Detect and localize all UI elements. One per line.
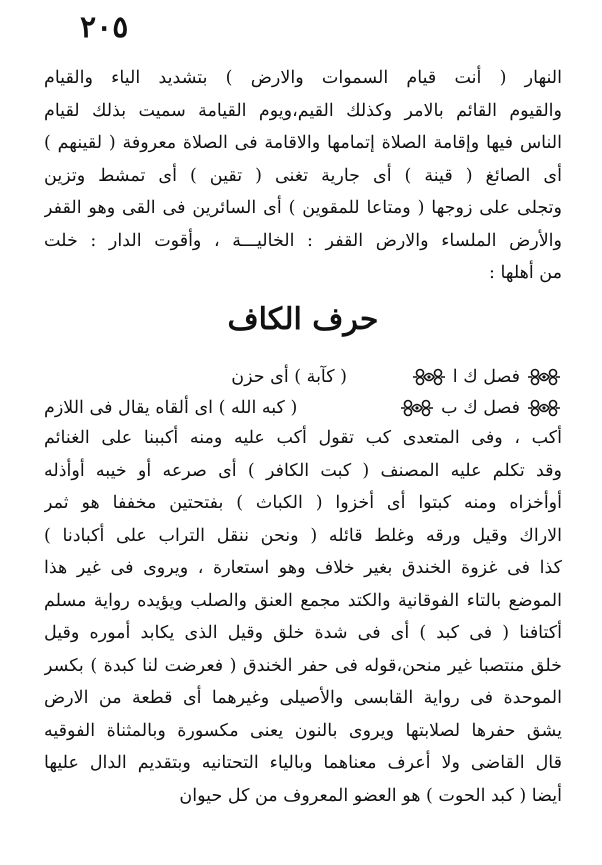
section-heading: حرف الكاف (227, 302, 379, 337)
floral-ornament-icon (526, 366, 562, 388)
fasl-gloss: ( كبه الله ) اى ألقاه يقال فى اللازم (44, 398, 298, 418)
page (44, 10, 562, 850)
text-line: يشق حفرها لصلابتها ويروى بالنون يعنى مكسورة وبالمثناة الفوقيه (44, 720, 562, 741)
text-line: الموضع بالتاء الفوقانية والكتد مجمع العنق والصلب ويؤيده رواية مسلم (44, 590, 562, 611)
page-number: ٢٠٥ (80, 10, 129, 45)
text-line: والأرض الملساء والارض القفر : الخاليـــة ، وأقوت الدار : خلت (44, 230, 562, 251)
text-line: من أهلها : (489, 263, 562, 283)
fasl-gloss: ( كآبة ) أى حزن (231, 367, 347, 387)
text-line: الناس فيها وإقامة الصلاة إتمامها والاقامة فى الصلاة معروفة ( لقينهم ) (44, 133, 562, 153)
text-line: كذا فى غزوة الخندق بغير خلاف وهو استعارة ، ويروى فى غير هذا (44, 558, 562, 578)
text-line: وقد تكلم عليه المصنف ( كبت الكافر ) أى صرعه أو خيبه أوأذله (44, 460, 562, 481)
body-text-block (44, 422, 562, 812)
text-line: قال القاضى ولا أعرف معناهما وبالياء التحتانيه وبتقديم الدال عليها (44, 753, 562, 773)
floral-ornament-icon (399, 397, 435, 419)
text-line: خلق منتصبا غير منحن،قوله فى حفر الخندق ( فعرضت لنا كبدة ) بكسر (44, 655, 562, 676)
text-line: الموحدة فى رواية القابسى والأصيلى وغيرهما أى قطعة من الارض (44, 688, 562, 708)
top-text-block (44, 62, 562, 290)
text-line: أكتافنا ( فى كبد ) أى فى شدة خلق وقيل الذى يكابد أموره وقيل (44, 623, 562, 643)
text-line: وتجلى على زوجها ( ومتاعا للمقوين ) أى السائرين فى القى وهو القفر (44, 198, 562, 218)
fasl-label: فصل ك ا (452, 367, 520, 387)
fasl-row (44, 362, 562, 392)
text-line: أوأخزاه ومنه كبتوا أى أخزوا ( الكباث ) بفتحتين مخففا هو ثمر (44, 493, 562, 513)
text-line: أكب ، وفى المتعدى كب تقول أكب عليه ومنه أكببنا على الغنائم (44, 428, 562, 448)
text-line: الاراك وقيل ورقه وغلط قائله ( ونحن ننقل التراب على أكبادنا ) (44, 525, 562, 546)
text-line: والقيوم القائم بالامر وكذلك القيم،ويوم القيامة سميت بذلك لقيام (44, 100, 562, 121)
floral-ornament-icon (526, 397, 562, 419)
floral-ornament-icon (411, 366, 447, 388)
fasl-row (44, 393, 562, 423)
text-line: أيضا ( كبد الحوت ) هو العضو المعروف من كل حيوان (179, 785, 562, 806)
text-line: أى الصائغ ( قينة ) أى جارية تغنى ( تقين ) أى تمشط وتزين (44, 165, 562, 186)
text-line: النهار ( أنت قيام السموات والارض ) بتشديد الياء والقيام (44, 68, 562, 88)
fasl-label: فصل ك ب (441, 398, 520, 418)
